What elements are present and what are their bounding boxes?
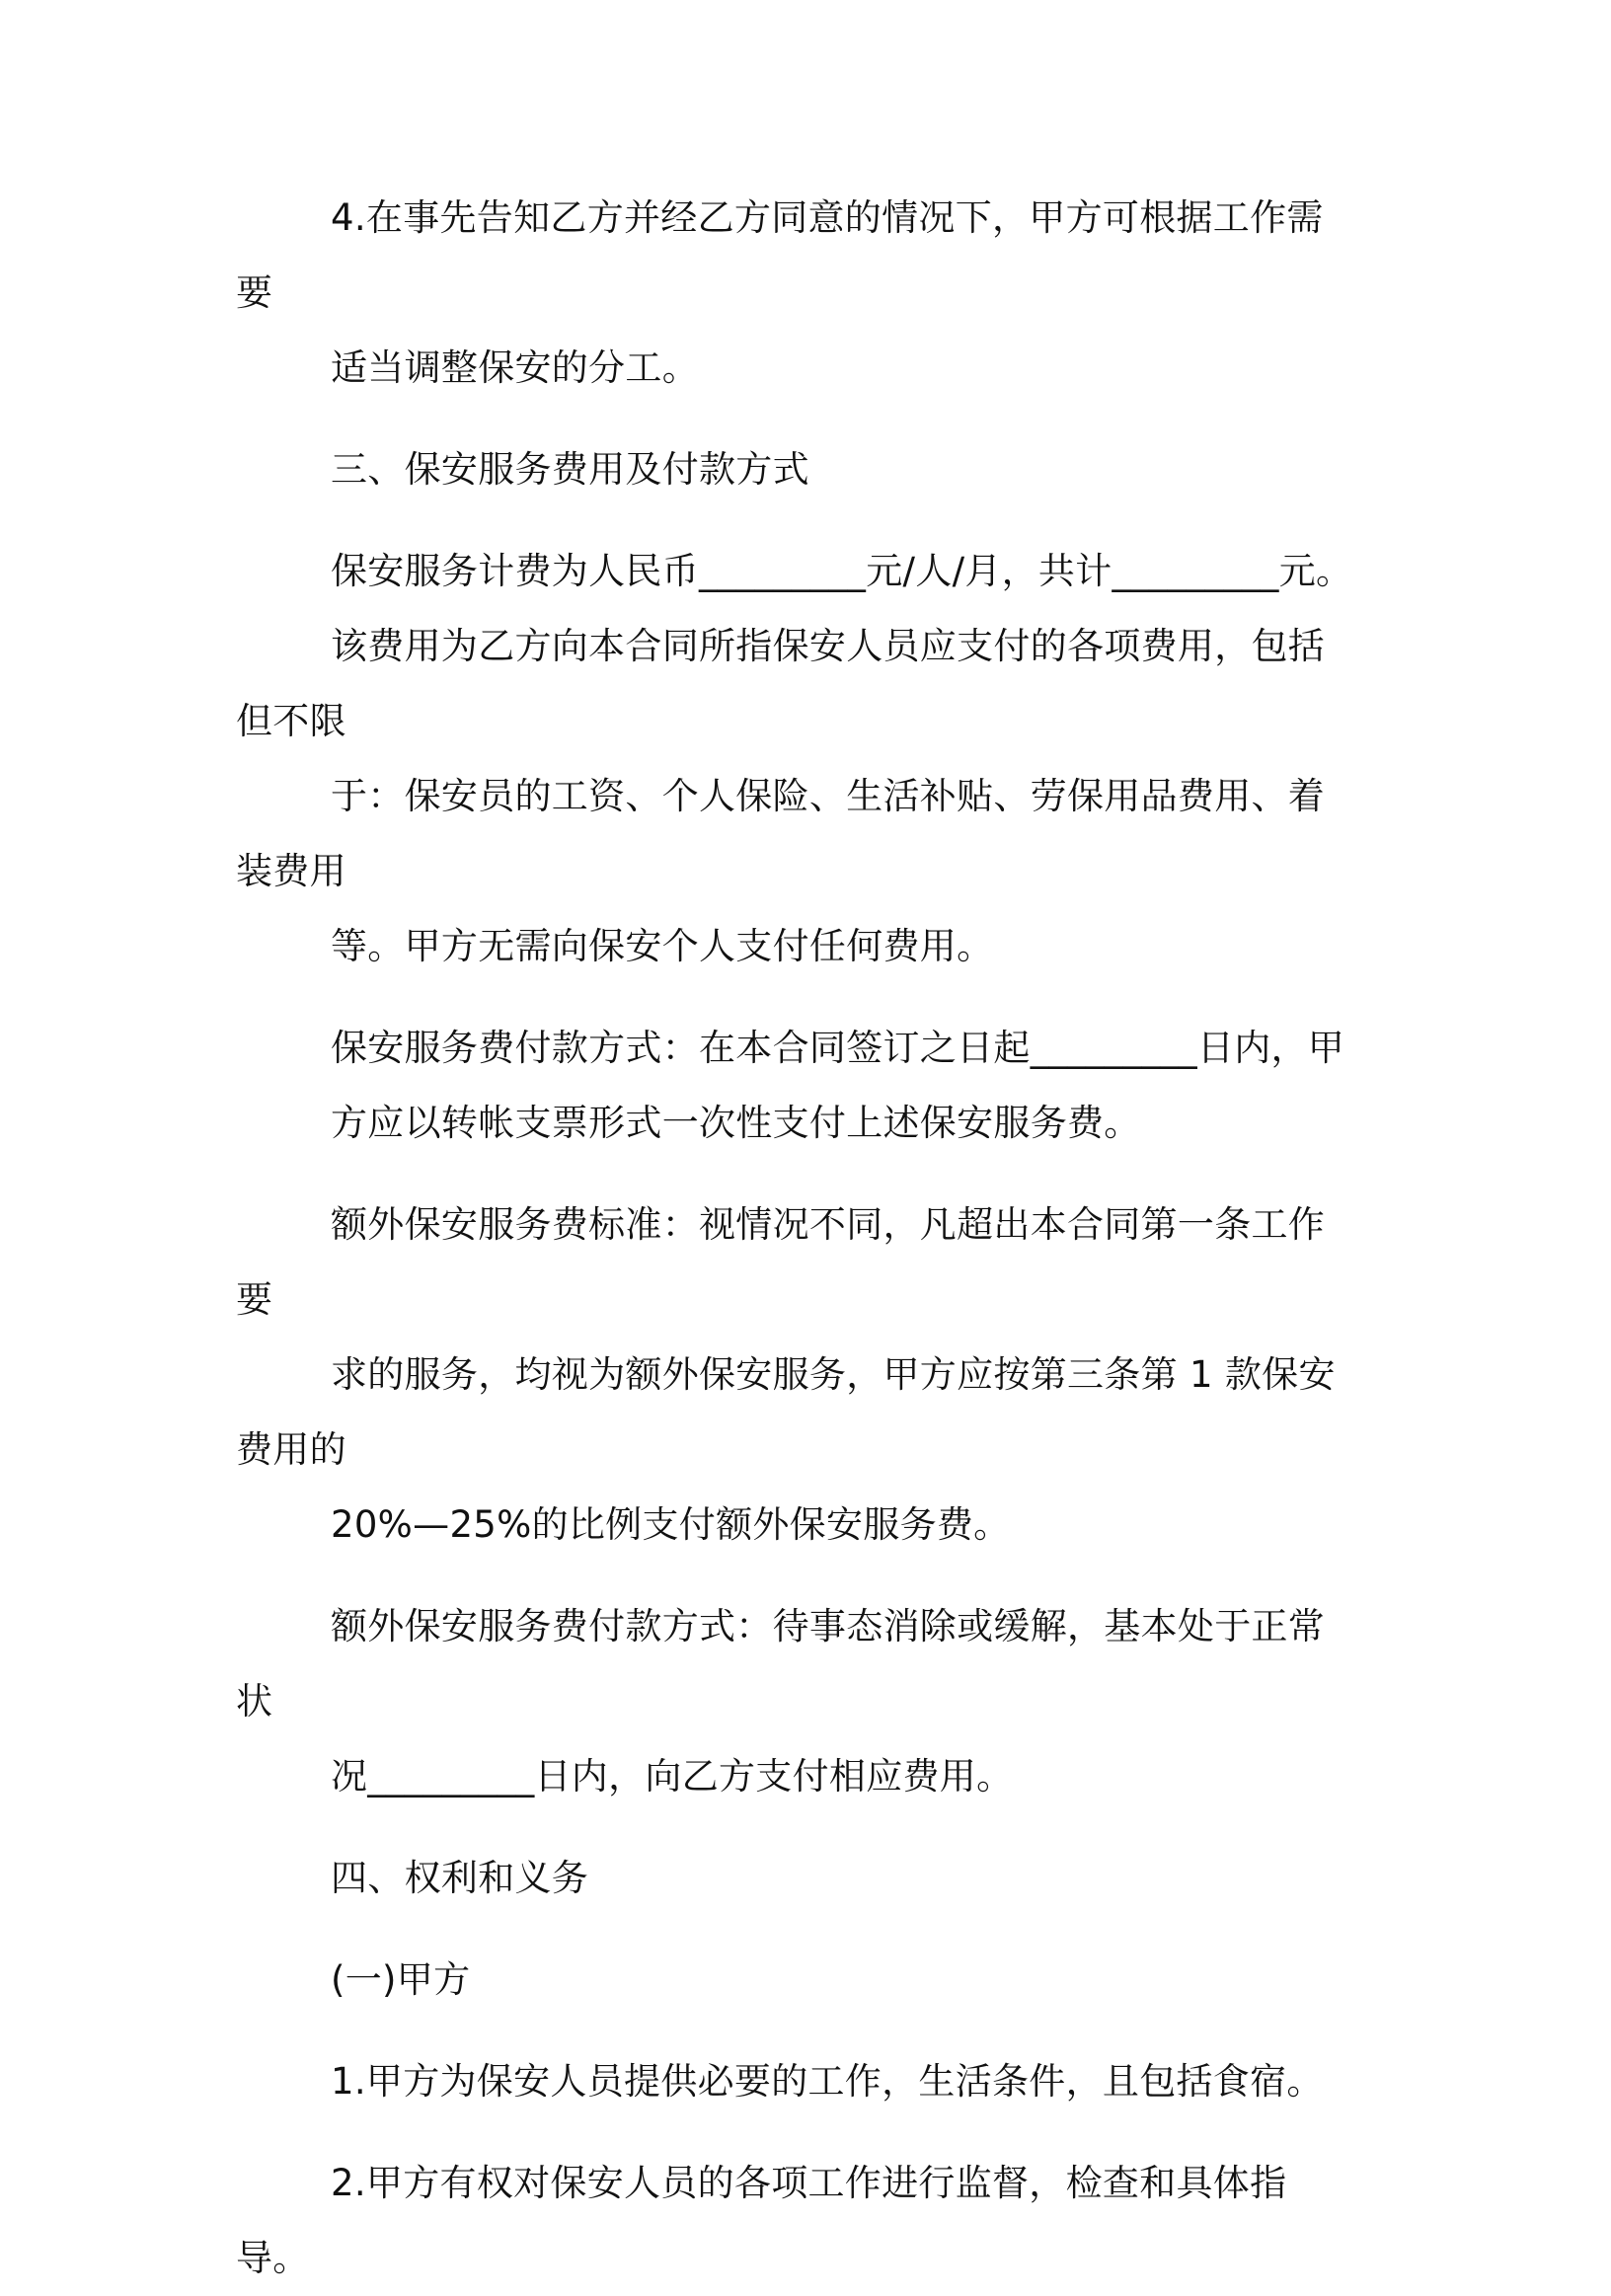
text-line: 于：保安员的工资、个人保险、生活补贴、劳保用品费用、着装费用 [236, 775, 1326, 892]
text-line: 保安服务计费为人民币_________元/人/月，共计_________元。 [331, 550, 1353, 592]
section-heading-3 [236, 432, 1356, 507]
document-body [236, 181, 1356, 2296]
text-line: 2.甲方有权对保安人员的各项工作进行监督，检查和具体指导。 [236, 2162, 1287, 2279]
paragraph-extra-fee-payment [236, 1589, 1356, 1814]
subsection-heading-party-a [236, 1943, 1356, 2018]
text-line: (一)甲方 [331, 1958, 471, 2001]
text-line: 等。甲方无需向保安个人支付任何费用。 [331, 925, 994, 967]
paragraph-party-a-item-2 [236, 2146, 1356, 2296]
text-line: 适当调整保安的分工。 [331, 346, 699, 389]
paragraph-clause-4 [236, 181, 1356, 406]
paragraph-fee-amount [236, 534, 1356, 984]
text-line: 1.甲方为保安人员提供必要的工作，生活条件，且包括食宿。 [331, 2060, 1324, 2103]
text-line: 方应以转帐支票形式一次性支付上述保安服务费。 [331, 1102, 1141, 1144]
paragraph-party-a-item-1 [236, 2044, 1356, 2119]
text-line: 保安服务费付款方式：在本合同签订之日起_________日内，甲 [331, 1027, 1345, 1069]
text-line: 4.在事先告知乙方并经乙方同意的情况下，甲方可根据工作需要 [236, 196, 1324, 314]
paragraph-payment-method [236, 1011, 1356, 1161]
text-line: 四、权利和义务 [331, 1857, 589, 1899]
text-line: 额外保安服务费付款方式：待事态消除或缓解，基本处于正常状 [236, 1605, 1326, 1722]
text-line: 求的服务，均视为额外保安服务，甲方应按第三条第 1 款保安费用的 [236, 1353, 1336, 1471]
section-heading-4 [236, 1841, 1356, 1916]
text-line: 20%—25%的比例支付额外保安服务费。 [331, 1503, 1011, 1546]
text-line: 该费用为乙方向本合同所指保安人员应支付的各项费用，包括但不限 [236, 625, 1326, 742]
text-line: 额外保安服务费标准：视情况不同，凡超出本合同第一条工作要 [236, 1203, 1326, 1321]
text-line: 况_________日内，向乙方支付相应费用。 [331, 1755, 1014, 1798]
paragraph-extra-fee-standard [236, 1187, 1356, 1563]
text-line: 三、保安服务费用及付款方式 [331, 448, 809, 491]
